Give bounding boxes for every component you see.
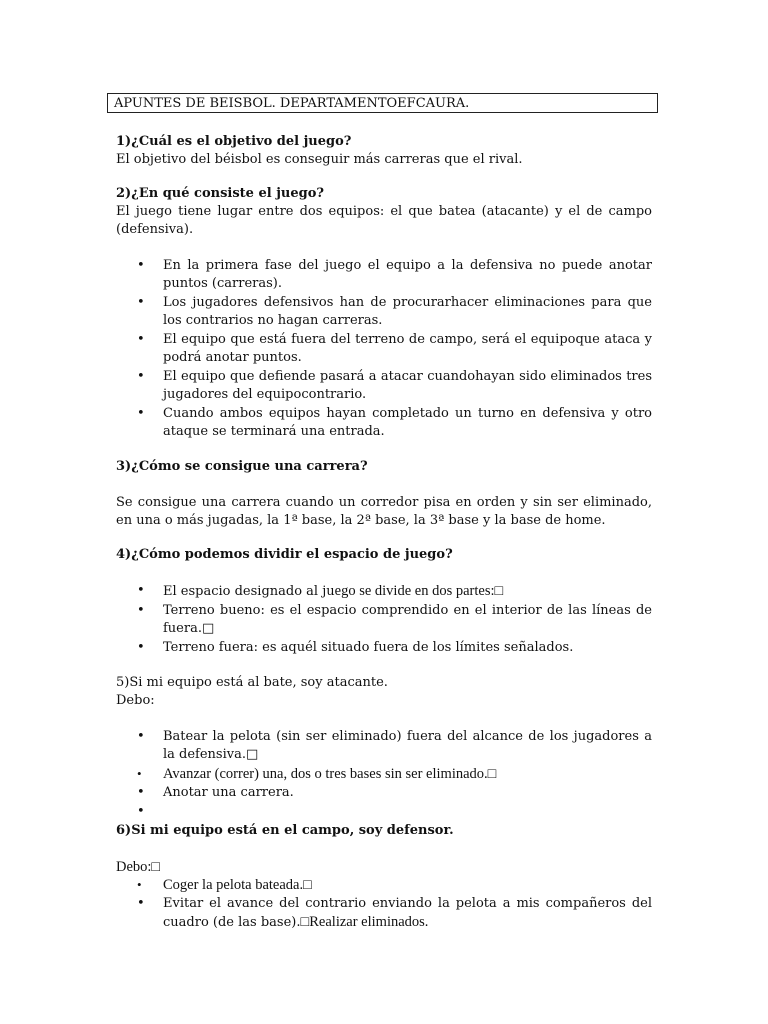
section-2 xyxy=(116,185,652,441)
list-item: • Batear la pelota (sin ser eliminado) fuera del alcance de los jugadores a la defensiva.□ xyxy=(163,728,652,764)
section-2-heading: 2)¿En qué consiste el juego? xyxy=(116,186,324,201)
section-3 xyxy=(116,458,652,530)
list-item: • Avanzar (correr) una, dos o tres bases sin ser eliminado.□ xyxy=(163,765,652,783)
list-item xyxy=(163,895,652,932)
section-3-text: Se consigue una carrera cuando un corredor pisa en orden y sin ser eliminado, en una o más jugadas, la 1ª base, la 2ª base, la 3ª base y la base de home. xyxy=(116,495,652,528)
list-item: • En la primera fase del juego el equipo a la defensiva no puede anotar puntos (carreras). xyxy=(163,257,652,293)
list-item-text-a: El espacio designado al ju xyxy=(163,584,335,599)
list-item-text-b: ego se divide en dos partes:□ xyxy=(334,583,504,599)
section-2-text: El juego tiene lugar entre dos equipos: el que batea (atacante) y el de campo (defensiva). xyxy=(116,204,652,237)
document-title: APUNTES DE BEISBOL. DEPARTAMENTOEFCAURA. xyxy=(107,93,658,113)
list-item: • Anotar una carrera. xyxy=(163,784,652,802)
section-1-text: El objetivo del béisbol es conseguir más carreras que el rival. xyxy=(116,152,523,167)
list-item: • El equipo que está fuera del terreno de campo, será el equipoque ataca y podrá anotar puntos. xyxy=(163,331,652,367)
list-item: • Cuando ambos equipos hayan completado un turno en defensiva y otro ataque se terminará una entrada. xyxy=(163,405,652,441)
list-item: • Coger la pelota bateada.□ xyxy=(163,876,652,894)
section-5-list xyxy=(116,728,652,821)
document-content xyxy=(116,133,652,933)
list-item: • Los jugadores defensivos han de procurarhacer eliminaciones para que los contrarios no hagan carreras. xyxy=(163,294,652,330)
section-6-subtext: Debo:□ xyxy=(116,859,161,875)
list-item: • El equipo que defiende pasará a atacar cuandohayan sido eliminados tres jugadores del equipocontrario. xyxy=(163,368,652,404)
section-5-subtext: Debo: xyxy=(116,693,155,708)
section-4-list xyxy=(116,582,652,657)
list-item-text-b: □Realizar eliminados. xyxy=(300,914,429,930)
list-item-text-a: Evitar el avance del contrario enviando la pelota a mis compañeros del cuadro (de las base). xyxy=(163,896,652,930)
section-5 xyxy=(116,674,652,821)
section-4 xyxy=(116,546,652,657)
list-item-empty xyxy=(163,803,652,821)
section-1-heading: 1)¿Cuál es el objetivo del juego? xyxy=(116,134,352,149)
list-item: • Terreno fuera: es aquél situado fuera de los límites señalados. xyxy=(163,639,652,657)
section-6 xyxy=(116,822,652,932)
section-1 xyxy=(116,133,652,169)
section-6-heading: 6)Si mi equipo está en el campo, soy defensor. xyxy=(116,823,454,838)
section-3-heading: 3)¿Cómo se consigue una carrera? xyxy=(116,459,368,474)
section-6-list xyxy=(116,876,652,932)
section-5-heading: 5)Si mi equipo está al bate, soy atacante. xyxy=(116,675,388,690)
list-item xyxy=(163,582,652,601)
section-2-list xyxy=(116,257,652,441)
section-4-heading: 4)¿Cómo podemos dividir el espacio de juego? xyxy=(116,547,453,562)
list-item: • Terreno bueno: es el espacio comprendido en el interior de las líneas de fuera.□ xyxy=(163,602,652,638)
